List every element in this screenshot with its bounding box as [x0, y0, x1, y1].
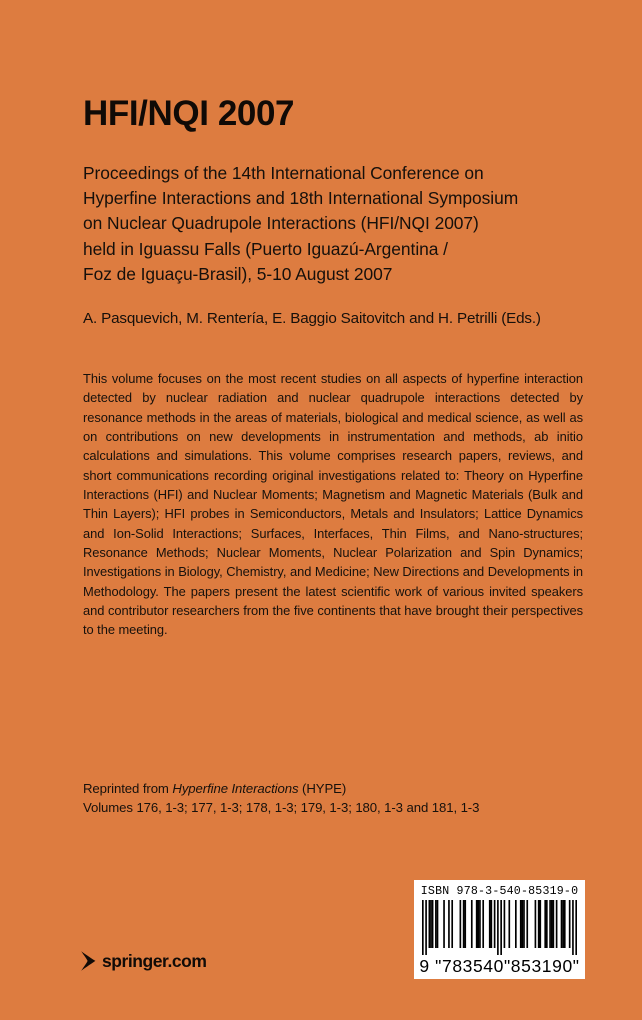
reprint-prefix: Reprinted from — [83, 781, 173, 796]
springer-wordmark: springer.com — [102, 951, 207, 971]
book-title: HFI/NQI 2007 — [83, 94, 295, 133]
subtitle-line-3: on Nuclear Quadrupole Interactions (HFI/NQI 2007) — [83, 213, 479, 234]
reprint-volumes-line: Volumes 176, 1-3; 177, 1-3; 178, 1-3; 179, 1-3; 180, 1-3 and 181, 1-3 — [83, 800, 480, 815]
editors-line: A. Pasquevich, M. Rentería, E. Baggio Saitovitch and H. Petrilli (Eds.) — [83, 310, 541, 327]
cover-content — [83, 0, 583, 1020]
isbn-barcode — [414, 880, 585, 979]
ean-digits-label: 9 "783540"853190" — [419, 956, 580, 976]
subtitle-line-2: Hyperfine Interactions and 18th International Symposium — [83, 188, 519, 209]
chevron-right-icon — [78, 950, 98, 972]
reprint-journal-name: Hyperfine Interactions — [172, 781, 299, 796]
reprint-source-line — [83, 779, 553, 798]
reprint-suffix: (HYPE) — [298, 781, 347, 796]
springer-logo[interactable] — [78, 947, 207, 975]
subtitle-line-4: held in Iguassu Falls (Puerto Iguazú-Argentina / — [83, 238, 448, 259]
subtitle-line-5: Foz de Iguaçu-Brasil), 5-10 August 2007 — [83, 263, 393, 284]
isbn-number-label: ISBN 978-3-540-85319-0 — [420, 885, 579, 898]
back-cover-blurb: This volume focuses on the most recent studies on all aspects of hyperfine interaction detected by nuclear radiation and nuclear quadrupole interactions detected by resonance methods in the areas of materials, biological and medical science, as well as on contributions on new developments in instrumentation and methods, ab initio calculations and simulations. This volume comprises research papers, reviews, and short communications recording original investigations related to: Theory on Hyperfine Interactions (HFI) and Nuclear Moments; Magnetism and Magnetic Materials (Bulk and Thin Layers); HFI probes in Semiconductors, Metals and Insulators; Lattice Dynamics and Ion-Solid Interactions; Surfaces, Interfaces, Thin Films, and Nano-structures; Resonance Methods; Nuclear Moments, Nuclear Polarization and Spin Dynamics; Investigations in Biology, Chemistry, and Medicine; New Directions and Developments in Methodology. The papers present the latest scientific work of various invited speakers and contributor researchers from the five continents that have brought their perspectives to the meeting. — [83, 371, 583, 638]
subtitle-line-1: Proceedings of the 14th International Conference on — [83, 163, 484, 183]
book-subtitle — [83, 161, 583, 287]
reprint-info — [83, 779, 553, 817]
barcode-bars-graphic — [422, 900, 577, 955]
